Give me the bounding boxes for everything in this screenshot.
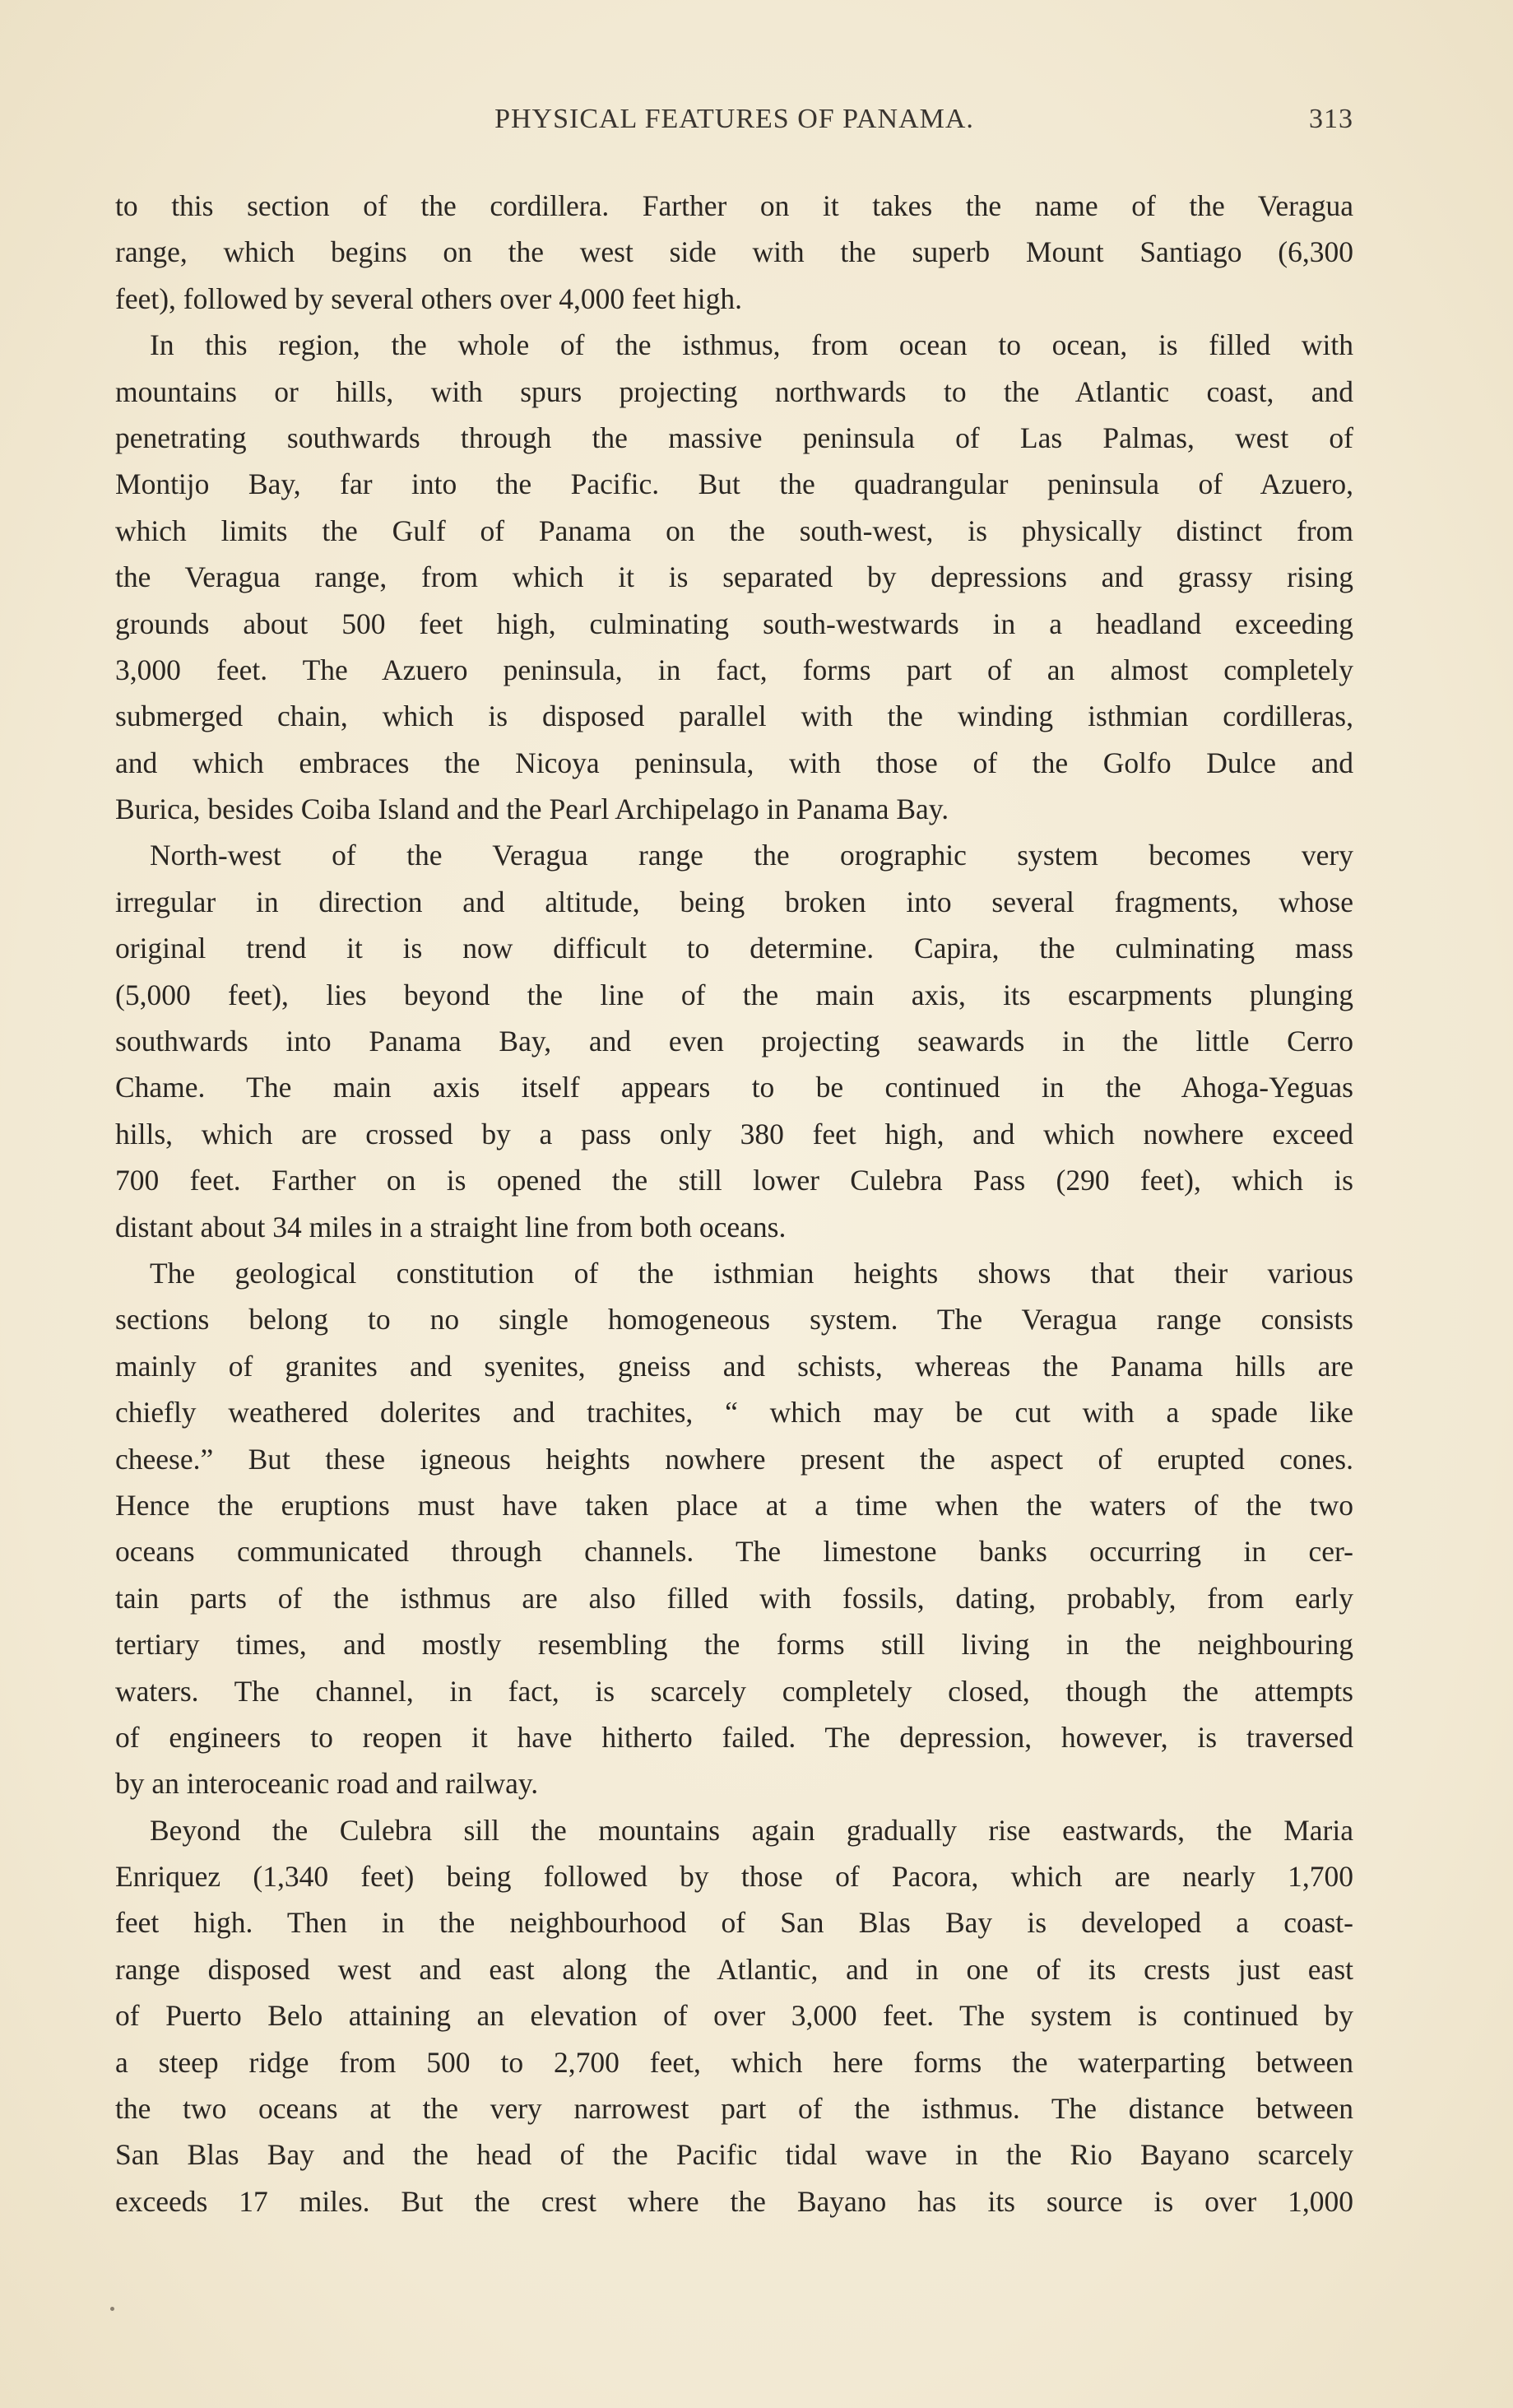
text-line: penetrating southwards through the massive peninsula of Las Palmas, west of [115,421,1353,454]
page-number: 313 [1309,104,1353,134]
text-line: In this region, the whole of the isthmus, from ocean to ocean, is filled with [150,328,1353,362]
text-line: (5,000 feet), lies beyond the line of the main axis, its escarpments plunging [115,978,1353,1011]
text-line: submerged chain, which is disposed parallel with the winding isthmian cordilleras, [115,700,1353,733]
text-line: which limits the Gulf of Panama on the south-west, is physically distinct from [115,514,1353,547]
text-line: 700 feet. Farther on is opened the still lower Culebra Pass (290 feet), which is [115,1164,1353,1197]
text-line: hills, which are crossed by a pass only 380 feet high, and which nowhere exceed [115,1117,1353,1151]
text-line: range disposed west and east along the Atlantic, and in one of its crests just east [115,1952,1353,1986]
text-line: Enriquez (1,340 feet) being followed by those of Pacora, which are nearly 1,700 [115,1860,1353,1894]
text-line: feet), followed by several others over 4,000 feet high. [115,281,743,315]
text-line: distant about 34 miles in a straight line from both oceans. [115,1210,787,1244]
text-line: the two oceans at the very narrowest part of the isthmus. The distance between [115,2092,1353,2126]
text-line: cheese.” But these igneous heights nowhere present the aspect of erupted cones. [115,1442,1353,1476]
text-line: Beyond the Culebra sill the mountains again gradually rise eastwards, the Maria [150,1813,1353,1847]
text-line: exceeds 17 miles. But the crest where the Bayano has its source is over 1,000 [115,2184,1353,2218]
text-line: the Veragua range, from which it is separated by depressions and grassy rising [115,560,1353,594]
text-line: a steep ridge from 500 to 2,700 feet, which here forms the waterparting between [115,2045,1353,2079]
paper-speck [110,2307,114,2311]
text-line: oceans communicated through channels. The limestone banks occurring in cer- [115,1535,1353,1569]
text-line: of Puerto Belo attaining an elevation of over 3,000 feet. The system is continued by [115,1999,1353,2033]
text-line: grounds about 500 feet high, culminating south-westwards in a headland exceeding [115,607,1353,640]
text-line: Montijo Bay, far into the Pacific. But the quadrangular peninsula of Azuero, [115,467,1353,501]
text-line: North-west of the Veragua range the orographic system becomes very [150,839,1353,872]
text-line: irregular in direction and altitude, being broken into several fragments, whose [115,885,1353,918]
text-line: southwards into Panama Bay, and even projecting seawards in the little Cerro [115,1025,1353,1058]
text-line: mainly of granites and syenites, gneiss and schists, whereas the Panama hills are [115,1349,1353,1383]
text-line: by an interoceanic road and railway. [115,1767,539,1801]
text-line: range, which begins on the west side with the superb Mount Santiago (6,300 [115,235,1353,269]
text-line: original trend it is now difficult to determine. Capira, the culminating mass [115,932,1353,965]
text-line: of engineers to reopen it have hitherto failed. The depression, however, is traversed [115,1720,1353,1754]
text-line: tain parts of the isthmus are also filled with fossils, dating, probably, from early [115,1581,1353,1615]
text-line: The geological constitution of the isthmian heights shows that their various [150,1256,1353,1290]
text-line: feet high. Then in the neighbourhood of San Blas Bay is developed a coast- [115,1906,1353,1940]
text-line: San Blas Bay and the head of the Pacific tidal wave in the Rio Bayano scarcely [115,2138,1353,2172]
text-line: to this section of the cordillera. Farther on it takes the name of the Veragua [115,189,1353,222]
text-line: Burica, besides Coiba Island and the Pearl Archipelago in Panama Bay. [115,793,949,826]
running-head [115,104,1353,143]
text-line: mountains or hills, with spurs projecting northwards to the Atlantic coast, and [115,374,1353,408]
text-line: chiefly weathered dolerites and trachites, “ which may be cut with a spade like [115,1396,1353,1429]
text-line: 3,000 feet. The Azuero peninsula, in fact, forms part of an almost completely [115,653,1353,686]
text-line: tertiary times, and mostly resembling the forms still living in the neighbouring [115,1628,1353,1662]
text-line: Hence the eruptions must have taken place at a time when the waters of the two [115,1488,1353,1522]
text-line: Chame. The main axis itself appears to be continued in the Ahoga-Yeguas [115,1071,1353,1104]
text-line: waters. The channel, in fact, is scarcely completely closed, though the attempts [115,1674,1353,1708]
text-line: and which embraces the Nicoya peninsula, with those of the Golfo Dulce and [115,746,1353,779]
page-title: PHYSICAL FEATURES OF PANAMA. [494,104,974,134]
body-text [115,183,1353,2224]
text-line: sections belong to no single homogeneous system. The Veragua range consists [115,1303,1353,1336]
